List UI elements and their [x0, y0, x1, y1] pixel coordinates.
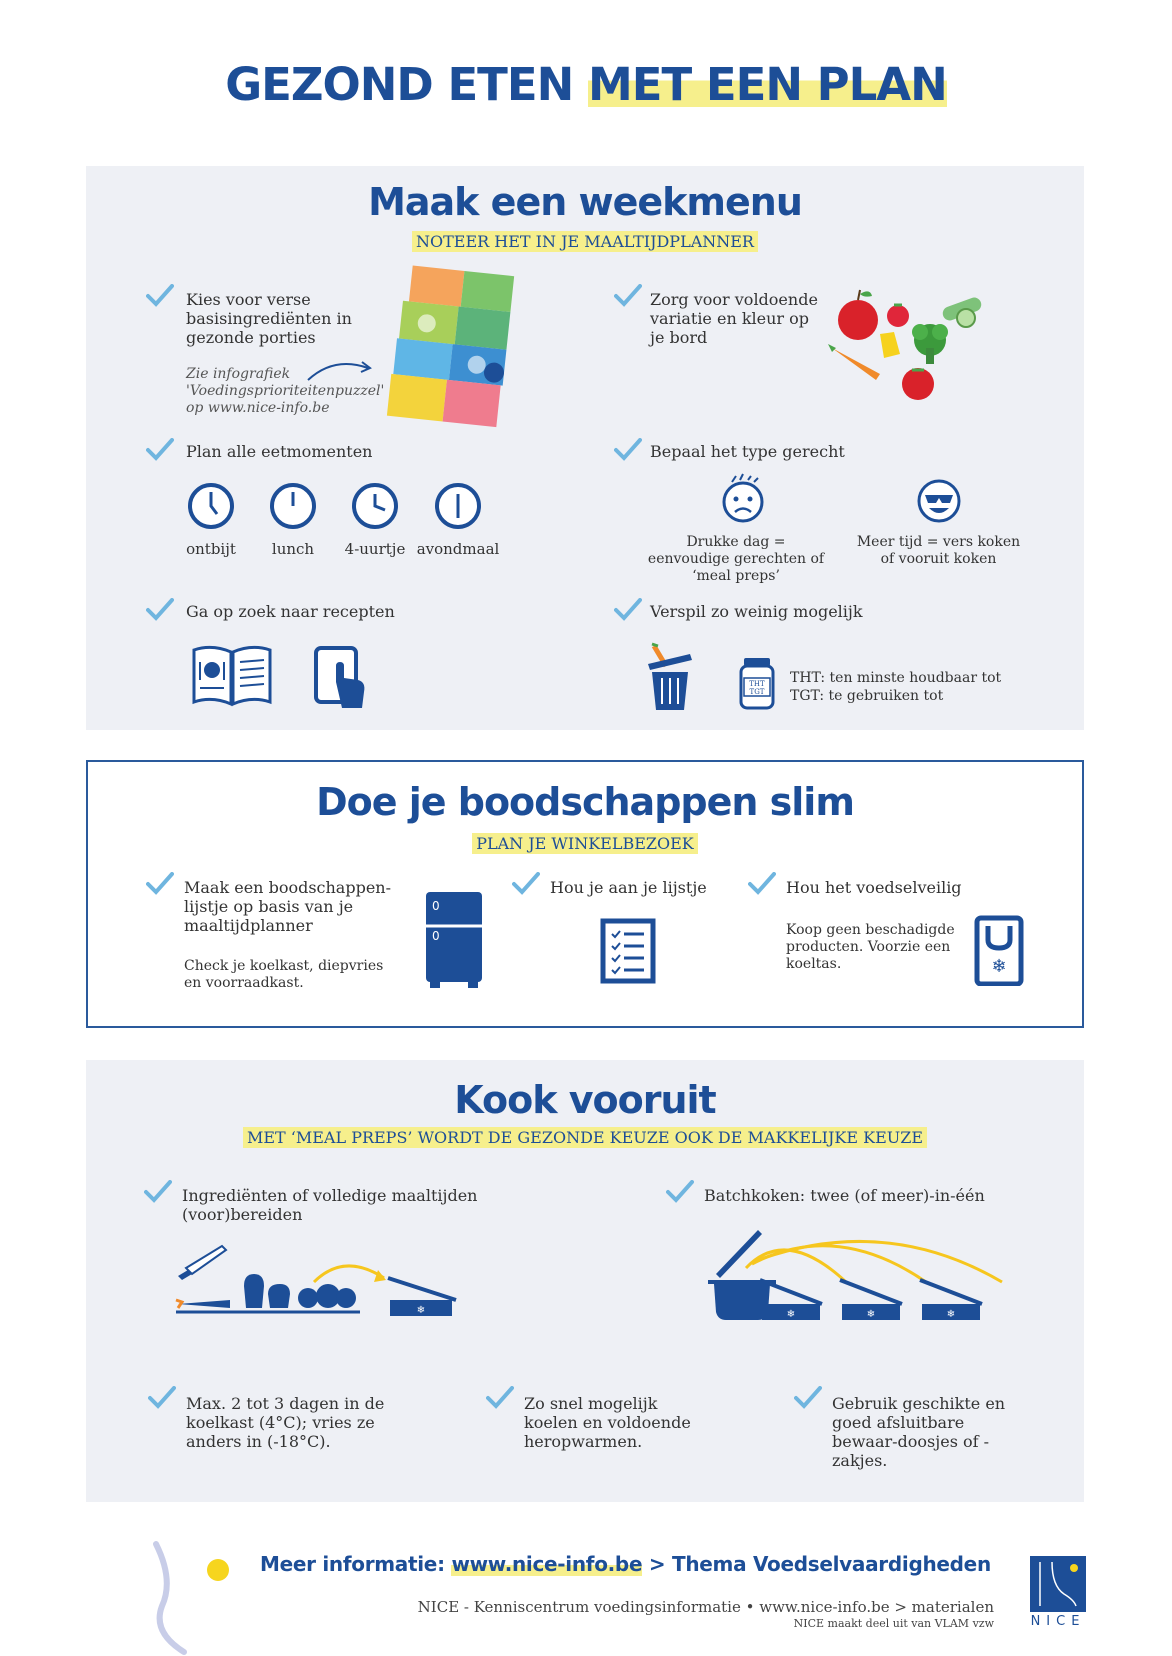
section-title: Kook vooruit	[454, 1078, 716, 1122]
check-icon	[486, 1386, 514, 1410]
checklist-icon	[600, 918, 656, 984]
type-busy-day: Drukke dag = eenvoudige gerechten of ‘meal preps’	[647, 534, 825, 584]
section-subtitle: MET ‘MEAL PREPS’ WORDT DE GEZONDE KEUZE OOK DE MAKKELIJKE KEUZE	[86, 1128, 1084, 1147]
arrow-icon	[304, 356, 376, 386]
trash-bin-icon	[644, 642, 698, 712]
item-waste-less: Verspil zo weinig mogelijk	[650, 602, 863, 621]
knife-vegetables-icon	[174, 1242, 460, 1320]
container-icon	[760, 1254, 1030, 1324]
check-icon	[144, 1180, 172, 1204]
type-more-time: Meer tijd = vers koken of vooruit koken	[856, 534, 1021, 567]
clock-icon	[434, 482, 482, 530]
item-find-recipes: Ga op zoek naar recepten	[186, 602, 395, 621]
nice-logo	[1030, 1556, 1086, 1642]
fridge-icon	[424, 890, 484, 990]
svg-text:THT: THT	[749, 680, 765, 688]
more-info-link[interactable]: www.nice-info.be	[451, 1552, 643, 1576]
svg-text:❄: ❄	[946, 1309, 956, 1320]
check-icon	[146, 284, 174, 308]
clock-icon	[269, 482, 317, 530]
infographic-note: Zie infografiek 'Voedingsprioriteitenpuzzel' op www.nice-info.be	[186, 366, 385, 416]
svg-text:0: 0	[432, 899, 440, 913]
more-info-line	[260, 1552, 991, 1576]
item-plan-meals: Plan alle eetmomenten	[186, 442, 373, 461]
cool-face-icon	[916, 478, 962, 524]
check-icon	[666, 1180, 694, 1204]
svg-text:TGT: TGT	[749, 688, 765, 696]
food-safe-note: Koop geen beschadigde producten. Voorzie een koeltas.	[786, 922, 955, 972]
check-icon	[512, 872, 540, 896]
fruit-vegetables-illustration	[824, 282, 994, 408]
check-icon	[614, 598, 642, 622]
tgt-definition: TGT: te gebruiken tot	[790, 688, 944, 704]
check-icon	[146, 438, 174, 462]
svg-text:0: 0	[432, 929, 440, 943]
tablet-icon	[312, 646, 376, 710]
org-line: NICE - Kenniscentrum voedingsinformatie • www.nice-info.be > materialen	[417, 1598, 994, 1616]
item-storage-days: Max. 2 tot 3 dagen in de koelkast (4°C); vries ze anders in (-18°C).	[186, 1394, 385, 1451]
more-info-suffix: > Thema Voedselvaardigheden	[642, 1552, 991, 1576]
decorative-wave	[148, 1540, 258, 1656]
more-info-prefix: Meer informatie:	[260, 1552, 452, 1576]
yellow-dot	[206, 1558, 230, 1582]
svg-text:❄: ❄	[786, 1309, 796, 1320]
item-dish-type: Bepaal het type gerecht	[650, 442, 845, 461]
section-shopping	[86, 760, 1084, 1028]
meal-label: avondmaal	[416, 540, 500, 558]
vlam-line: NICE maakt deel uit van VLAM vzw	[793, 1617, 994, 1630]
item-cool-reheat: Zo snel mogelijk koelen en voldoende heropwarmen.	[524, 1394, 691, 1451]
cooler-bag-icon	[974, 912, 1024, 986]
meal-label: lunch	[271, 540, 315, 558]
section-title: Doe je boodschappen slim	[316, 780, 854, 824]
stressed-face-icon	[720, 472, 766, 524]
item-batch-cooking: Batchkoken: twee (of meer)-in-één	[704, 1186, 985, 1205]
item-shopping-list: Maak een boodschappen-lijstje op basis van je maaltijdplanner	[184, 878, 391, 935]
section-subtitle: NOTEER HET IN JE MAALTIJDPLANNER	[86, 232, 1084, 251]
item-fresh-ingredients: Kies voor verse basisingrediënten in gezonde porties	[186, 290, 352, 347]
nice-logo-mark	[1030, 1556, 1086, 1612]
svg-text:❄: ❄	[991, 956, 1007, 977]
meal-label: ontbijt	[186, 540, 236, 558]
page-title-part2: MET EEN PLAN	[587, 58, 947, 111]
meal-label: 4-uurtje	[344, 540, 406, 558]
puzzle-infographic	[386, 264, 516, 438]
item-stick-to-list: Hou je aan je lijstje	[550, 878, 707, 897]
recipe-book-icon	[190, 644, 274, 710]
section-weekmenu	[86, 166, 1084, 730]
item-variation: Zorg voor voldoende variatie en kleur op je bord	[650, 290, 818, 347]
section-subtitle: PLAN JE WINKELBEZOEK	[88, 834, 1082, 853]
tht-definition: THT: ten minste houdbaar tot	[790, 670, 1002, 686]
check-icon	[148, 1386, 176, 1410]
item-food-safe: Hou het voedselveilig	[786, 878, 962, 897]
svg-text:❄: ❄	[866, 1309, 876, 1320]
item-containers: Gebruik geschikte en goed afsluitbare bewaar-doosjes of -zakjes.	[832, 1394, 1006, 1470]
check-icon	[748, 872, 776, 896]
nice-logo-text: NICE	[1030, 1614, 1086, 1629]
check-icon	[614, 284, 642, 308]
page-title	[0, 58, 1172, 111]
section-cook-ahead	[86, 1060, 1084, 1502]
check-icon	[794, 1386, 822, 1410]
jar-icon	[738, 656, 776, 710]
clock-icon	[351, 482, 399, 530]
svg-text:❄: ❄	[416, 1305, 426, 1316]
check-icon	[146, 872, 174, 896]
section-title: Maak een weekmenu	[368, 180, 802, 224]
check-icon	[146, 598, 174, 622]
check-icon	[614, 438, 642, 462]
page-title-part1: GEZOND ETEN	[225, 58, 588, 111]
item-prepare: Ingrediënten of volledige maaltijden (voor)bereiden	[182, 1186, 478, 1224]
clock-icon	[187, 482, 235, 530]
check-fridge-note: Check je koelkast, diepvries en voorraadkast.	[184, 958, 384, 991]
